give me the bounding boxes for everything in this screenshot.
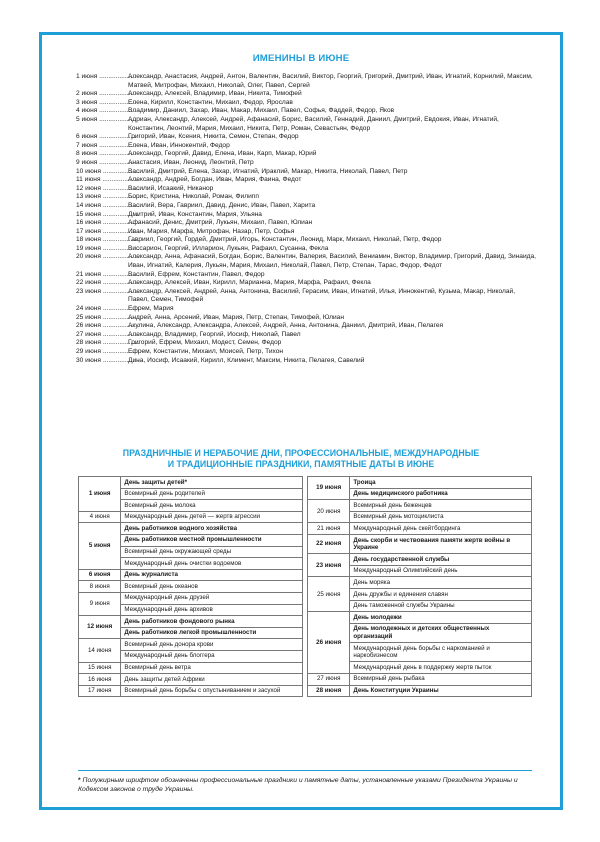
- holiday-row: [79, 523, 303, 535]
- name-day-date: 26 июня ....................: [76, 322, 140, 330]
- holiday-event: Международный день друзей: [121, 592, 303, 604]
- name-day-date: 10 июня ....................: [76, 167, 140, 175]
- name-day-names: Иван, Мария, Марфа, Митрофан, Назар, Петр, Софья: [128, 227, 295, 235]
- holiday-row: [79, 616, 303, 628]
- holiday-date: 20 июня: [308, 500, 350, 523]
- name-day-names: Григорий, Иван, Ксения, Никита, Семен, Степан, Федор: [128, 133, 299, 141]
- name-day-row: [76, 211, 536, 220]
- name-day-row: [76, 228, 536, 237]
- name-day-names: Гавриил, Георгий, Гордей, Дмитрий, Игорь, Константин, Леонид, Марк, Михаил, Николай, Петр, Федор: [128, 236, 442, 244]
- name-day-date: 14 июня ....................: [76, 201, 140, 209]
- holiday-event: День работников легкой промышленности: [121, 627, 303, 639]
- holidays-title-line1: ПРАЗДНИЧНЫЕ И НЕРАБОЧИЕ ДНИ, ПРОФЕССИОНАЛЬНЫЕ, МЕЖДУНАРОДНЫЕ: [122, 448, 480, 458]
- name-day-row: [76, 236, 536, 245]
- holidays-table-left: [78, 476, 303, 697]
- holiday-row: [79, 569, 303, 581]
- holiday-event: Международный Олимпийский день: [350, 565, 532, 577]
- name-day-names: Афанасий, Денис, Дмитрий, Лукьян, Михаил, Павел, Юлиан: [128, 219, 313, 227]
- holiday-event: Международный день архивов: [121, 604, 303, 616]
- name-day-names: Борис, Кристина, Николай, Роман, Филипп: [128, 193, 259, 201]
- holiday-row: [308, 612, 532, 624]
- name-day-date: 6 июня ....................: [76, 133, 136, 141]
- holiday-date: 23 июня: [308, 554, 350, 577]
- holiday-row: [308, 500, 532, 512]
- holiday-event: День журналиста: [121, 569, 303, 581]
- holiday-date: 17 июня: [79, 685, 121, 697]
- name-day-names: Елена, Иван, Иннокентий, Федор: [128, 141, 230, 149]
- name-day-date: 15 июня ....................: [76, 210, 140, 218]
- name-day-row: [76, 176, 536, 185]
- page-frame: [39, 32, 563, 810]
- holiday-event: День моряка: [350, 577, 532, 589]
- holiday-date: 15 июня: [79, 662, 121, 674]
- holiday-event: Международный день скейтбординга: [350, 523, 532, 535]
- name-day-date: 20 июня ....................: [76, 253, 140, 261]
- name-day-row: [76, 357, 536, 366]
- holiday-date: 6 июня: [79, 569, 121, 581]
- name-day-names: Владимир, Даниил, Захар, Иван, Макар, Михаил, Павел, Софья, Фаддей, Федор, Яков: [128, 107, 395, 115]
- holiday-event: Всемирный день мотоциклиста: [350, 511, 532, 523]
- holiday-row: [79, 592, 303, 604]
- name-day-row: [76, 202, 536, 211]
- name-day-date: 16 июня ....................: [76, 219, 140, 227]
- holiday-event: День скорби и чествования памяти жертв войны в Украине: [350, 535, 532, 554]
- name-day-names: Александр, Андрей, Богдан, Иван, Мария, Фаина, Федот: [128, 176, 302, 184]
- name-day-row: [76, 279, 536, 288]
- holiday-date: 28 июня: [308, 685, 350, 697]
- holiday-event: Международный день блоггера: [121, 650, 303, 662]
- name-day-names: Елена, Кирилл, Константин, Михаил, Федор, Ярослав: [128, 98, 293, 106]
- name-day-date: 9 июня ....................: [76, 158, 136, 166]
- name-day-date: 28 июня ....................: [76, 339, 140, 347]
- name-day-names: Андрей, Анна, Арсений, Иван, Мария, Петр, Степан, Тимофей, Юлиан: [128, 313, 344, 321]
- holiday-event: Всемирный день окружающей среды: [121, 546, 303, 558]
- holiday-date: 5 июня: [79, 523, 121, 569]
- holiday-date: 21 июня: [308, 523, 350, 535]
- holidays-table-right: [307, 476, 532, 697]
- holiday-event: День медицинского работника: [350, 488, 532, 500]
- name-day-date: 5 июня ....................: [76, 115, 136, 123]
- name-day-names: Василий, Вера, Гавриил, Давид, Денис, Иван, Павел, Харита: [128, 201, 316, 209]
- name-day-row: [76, 159, 536, 168]
- name-day-row: [76, 305, 536, 314]
- holidays-title: [42, 448, 560, 469]
- name-day-row: [76, 133, 536, 142]
- holiday-event: День государственной службы: [350, 554, 532, 566]
- holiday-event: Всемирный день родителей: [121, 488, 303, 500]
- holiday-date: 26 июня: [308, 612, 350, 674]
- name-day-row: [76, 193, 536, 202]
- holiday-event: Международный день борьбы с наркоманией и наркобизнесом: [350, 643, 532, 662]
- name-day-row: [76, 90, 536, 99]
- name-day-date: 13 июня ....................: [76, 193, 140, 201]
- name-day-row: [76, 314, 536, 323]
- holiday-row: [79, 662, 303, 674]
- name-day-date: 19 июня ....................: [76, 244, 140, 252]
- holiday-event: День дружбы и единения славян: [350, 589, 532, 601]
- holiday-event: Всемирный день донора крови: [121, 639, 303, 651]
- name-day-date: 24 июня ....................: [76, 305, 140, 313]
- holiday-event: День защиты детей*: [121, 477, 303, 489]
- name-day-row: [76, 168, 536, 177]
- holiday-row: [308, 477, 532, 489]
- holiday-event: День защиты детей Африки: [121, 674, 303, 686]
- name-days-title: ИМЕНИНЫ В ИЮНЕ: [252, 53, 350, 64]
- holiday-event: День таможенной службы Украины: [350, 600, 532, 612]
- holiday-event: День Конституции Украины: [350, 685, 532, 697]
- name-day-names: Александр, Анастасия, Андрей, Антон, Валентин, Василий, Виктор, Георгий, Григорий, Дмитрий, Иван, Игнатий, Корнилий, Максим, Матвей, Митрофан, Михаил, Николай, Олег, Павел, Сергей: [128, 73, 533, 89]
- holiday-event: День молодежных и детских общественных организаций: [350, 623, 532, 642]
- holiday-event: Всемирный день молока: [121, 500, 303, 512]
- name-day-date: 23 июня ....................: [76, 287, 140, 295]
- holiday-date: 1 июня: [79, 477, 121, 512]
- holiday-row: [308, 577, 532, 589]
- name-day-names: Александр, Владимир, Георгий, Иосиф, Николай, Павел: [128, 330, 301, 338]
- holiday-event: Международный день детей — жертв агрессии: [121, 511, 303, 523]
- name-day-date: 12 июня ....................: [76, 184, 140, 192]
- name-day-row: [76, 322, 536, 331]
- name-day-names: Дмитрий, Иван, Константин, Мария, Ульяна: [128, 210, 262, 218]
- name-day-row: [76, 253, 536, 270]
- name-day-date: 8 июня ....................: [76, 150, 136, 158]
- name-day-row: [76, 107, 536, 116]
- name-day-row: [76, 348, 536, 357]
- footnote: [78, 776, 532, 794]
- holiday-event: Международный день очистки водоемов: [121, 558, 303, 570]
- name-day-date: 27 июня ....................: [76, 330, 140, 338]
- holiday-row: [308, 523, 532, 535]
- name-day-names: Ефрем, Мария: [128, 305, 174, 313]
- footnote-star: *: [78, 777, 81, 784]
- name-day-date: 4 июня ....................: [76, 107, 136, 115]
- holiday-event: Всемирный день рыбака: [350, 673, 532, 685]
- holiday-event: Международный день в поддержку жертв пыток: [350, 662, 532, 674]
- holiday-date: 14 июня: [79, 639, 121, 662]
- name-day-row: [76, 288, 536, 305]
- holidays-tables: [78, 476, 532, 697]
- name-day-names: Александр, Георгий, Давид, Елена, Иван, Карп, Макар, Юрий: [128, 150, 317, 158]
- holiday-event: День работников фондового рынка: [121, 616, 303, 628]
- name-day-names: Акулина, Александр, Александра, Алексей, Андрей, Анна, Антонина, Даниил, Дмитрий, Иван, Пелагея: [128, 322, 444, 330]
- name-day-names: Адриан, Александр, Алексей, Андрей, Афанасий, Борис, Василий, Геннадий, Даниил, Дмитрий, Евдокия, Иван, Игнатий, Константин, Леонтий, Мария, Михаил, Никита, Петр, Роман, Севастьян, Федор: [128, 115, 499, 132]
- name-day-date: 18 июня ....................: [76, 236, 140, 244]
- holiday-date: 9 июня: [79, 592, 121, 615]
- holiday-row: [308, 535, 532, 554]
- name-day-date: 7 июня ....................: [76, 141, 136, 149]
- name-day-names: Александр, Алексей, Иван, Кирилл, Марианна, Мария, Марфа, Рафаил, Фекла: [128, 279, 371, 287]
- name-day-names: Александр, Анна, Афанасий, Богдан, Борис, Валентин, Валерия, Василий, Вениамин, Виктор, Владимир, Григорий, Давид, Зинаида, Иван, Игнатий, Калерия, Лукьян, Мария, Михаил, Николай, Павел, Петр, Степан, Тарас, Федор, Федот: [128, 253, 536, 270]
- holiday-date: 19 июня: [308, 477, 350, 500]
- footnote-text: Полужирным шрифтом обозначены профессиональные праздники и памятные даты, установленные указами Президента Украины и Кодексом законов о труде Украины.: [78, 777, 518, 793]
- holiday-date: 22 июня: [308, 535, 350, 554]
- name-day-names: Виссарион, Георгий, Илларион, Лукьян, Рафаил, Сусанна, Фекла: [128, 244, 329, 252]
- name-days-list: [76, 73, 536, 365]
- name-day-date: 30 июня ....................: [76, 356, 140, 364]
- holidays-title-line2: И ТРАДИЦИОННЫЕ ПРАЗДНИКИ, ПАМЯТНЫЕ ДАТЫ В ИЮНЕ: [167, 458, 435, 469]
- name-day-date: 3 июня ....................: [76, 98, 136, 106]
- holiday-row: [308, 554, 532, 566]
- holiday-date: 4 июня: [79, 511, 121, 523]
- holiday-date: 8 июня: [79, 581, 121, 593]
- name-day-names: Григорий, Ефрем, Михаил, Модест, Семен, Федор: [128, 339, 282, 347]
- holiday-date: 27 июня: [308, 673, 350, 685]
- name-day-names: Александр, Алексей, Андрей, Анна, Антонина, Василий, Герасим, Иван, Игнатий, Илья, Иннокентий, Кузьма, Макар, Николай, Павел, Семен, Тимофей: [128, 287, 516, 304]
- holiday-row: [79, 685, 303, 697]
- name-day-row: [76, 150, 536, 159]
- name-day-date: 11 июня ....................: [76, 176, 139, 184]
- name-day-names: Александр, Алексей, Владимир, Иван, Никита, Тимофей: [128, 90, 302, 98]
- name-day-date: 29 июня ....................: [76, 348, 140, 355]
- footnote-divider: [78, 770, 532, 771]
- holiday-date: 25 июня: [308, 577, 350, 612]
- name-day-date: 1 июня ....................: [76, 73, 136, 80]
- holiday-event: Всемирный день борьбы с опустыниванием и засухой: [121, 685, 303, 697]
- name-day-row: [76, 116, 536, 133]
- holiday-row: [79, 511, 303, 523]
- holiday-row: [79, 581, 303, 593]
- name-day-row: [76, 219, 536, 228]
- name-day-row: [76, 73, 536, 90]
- name-day-names: Ефрем, Константин, Михаил, Моисей, Петр, Тихон: [128, 348, 284, 355]
- name-day-date: 2 июня ....................: [76, 90, 136, 98]
- name-day-row: [76, 271, 536, 280]
- name-day-date: 21 июня ....................: [76, 270, 140, 278]
- name-day-names: Анастасия, Иван, Леонид, Леонтий, Петр: [128, 158, 254, 166]
- name-day-date: 17 июня ....................: [76, 227, 140, 235]
- holiday-date: 16 июня: [79, 674, 121, 686]
- holiday-event: Всемирный день ветра: [121, 662, 303, 674]
- holiday-row: [308, 673, 532, 685]
- holiday-event: День работников местной промышленности: [121, 534, 303, 546]
- name-day-names: Дина, Иосиф, Исаакий, Кирилл, Климент, Максим, Никита, Пелагея, Савелий: [128, 356, 365, 364]
- holiday-row: [79, 674, 303, 686]
- holiday-event: Всемирный день океанов: [121, 581, 303, 593]
- holiday-event: День молодежи: [350, 612, 532, 624]
- holiday-row: [79, 639, 303, 651]
- name-day-date: 25 июня ....................: [76, 313, 140, 321]
- holiday-event: День работников водного хозяйства: [121, 523, 303, 535]
- name-day-names: Василий, Исаакий, Никанор: [128, 184, 214, 192]
- holiday-event: Троица: [350, 477, 532, 489]
- holiday-row: [308, 685, 532, 697]
- name-day-names: Василий, Дмитрий, Елена, Захар, Игнатий, Ираклий, Макар, Никита, Николай, Павел, Петр: [128, 167, 408, 175]
- holiday-row: [79, 477, 303, 489]
- name-day-row: [76, 339, 536, 348]
- holiday-event: Всемирный день беженцев: [350, 500, 532, 512]
- name-day-date: 22 июня ....................: [76, 279, 140, 287]
- name-day-names: Василий, Ефрем, Константин, Павел, Федор: [128, 270, 265, 278]
- holiday-date: 12 июня: [79, 616, 121, 639]
